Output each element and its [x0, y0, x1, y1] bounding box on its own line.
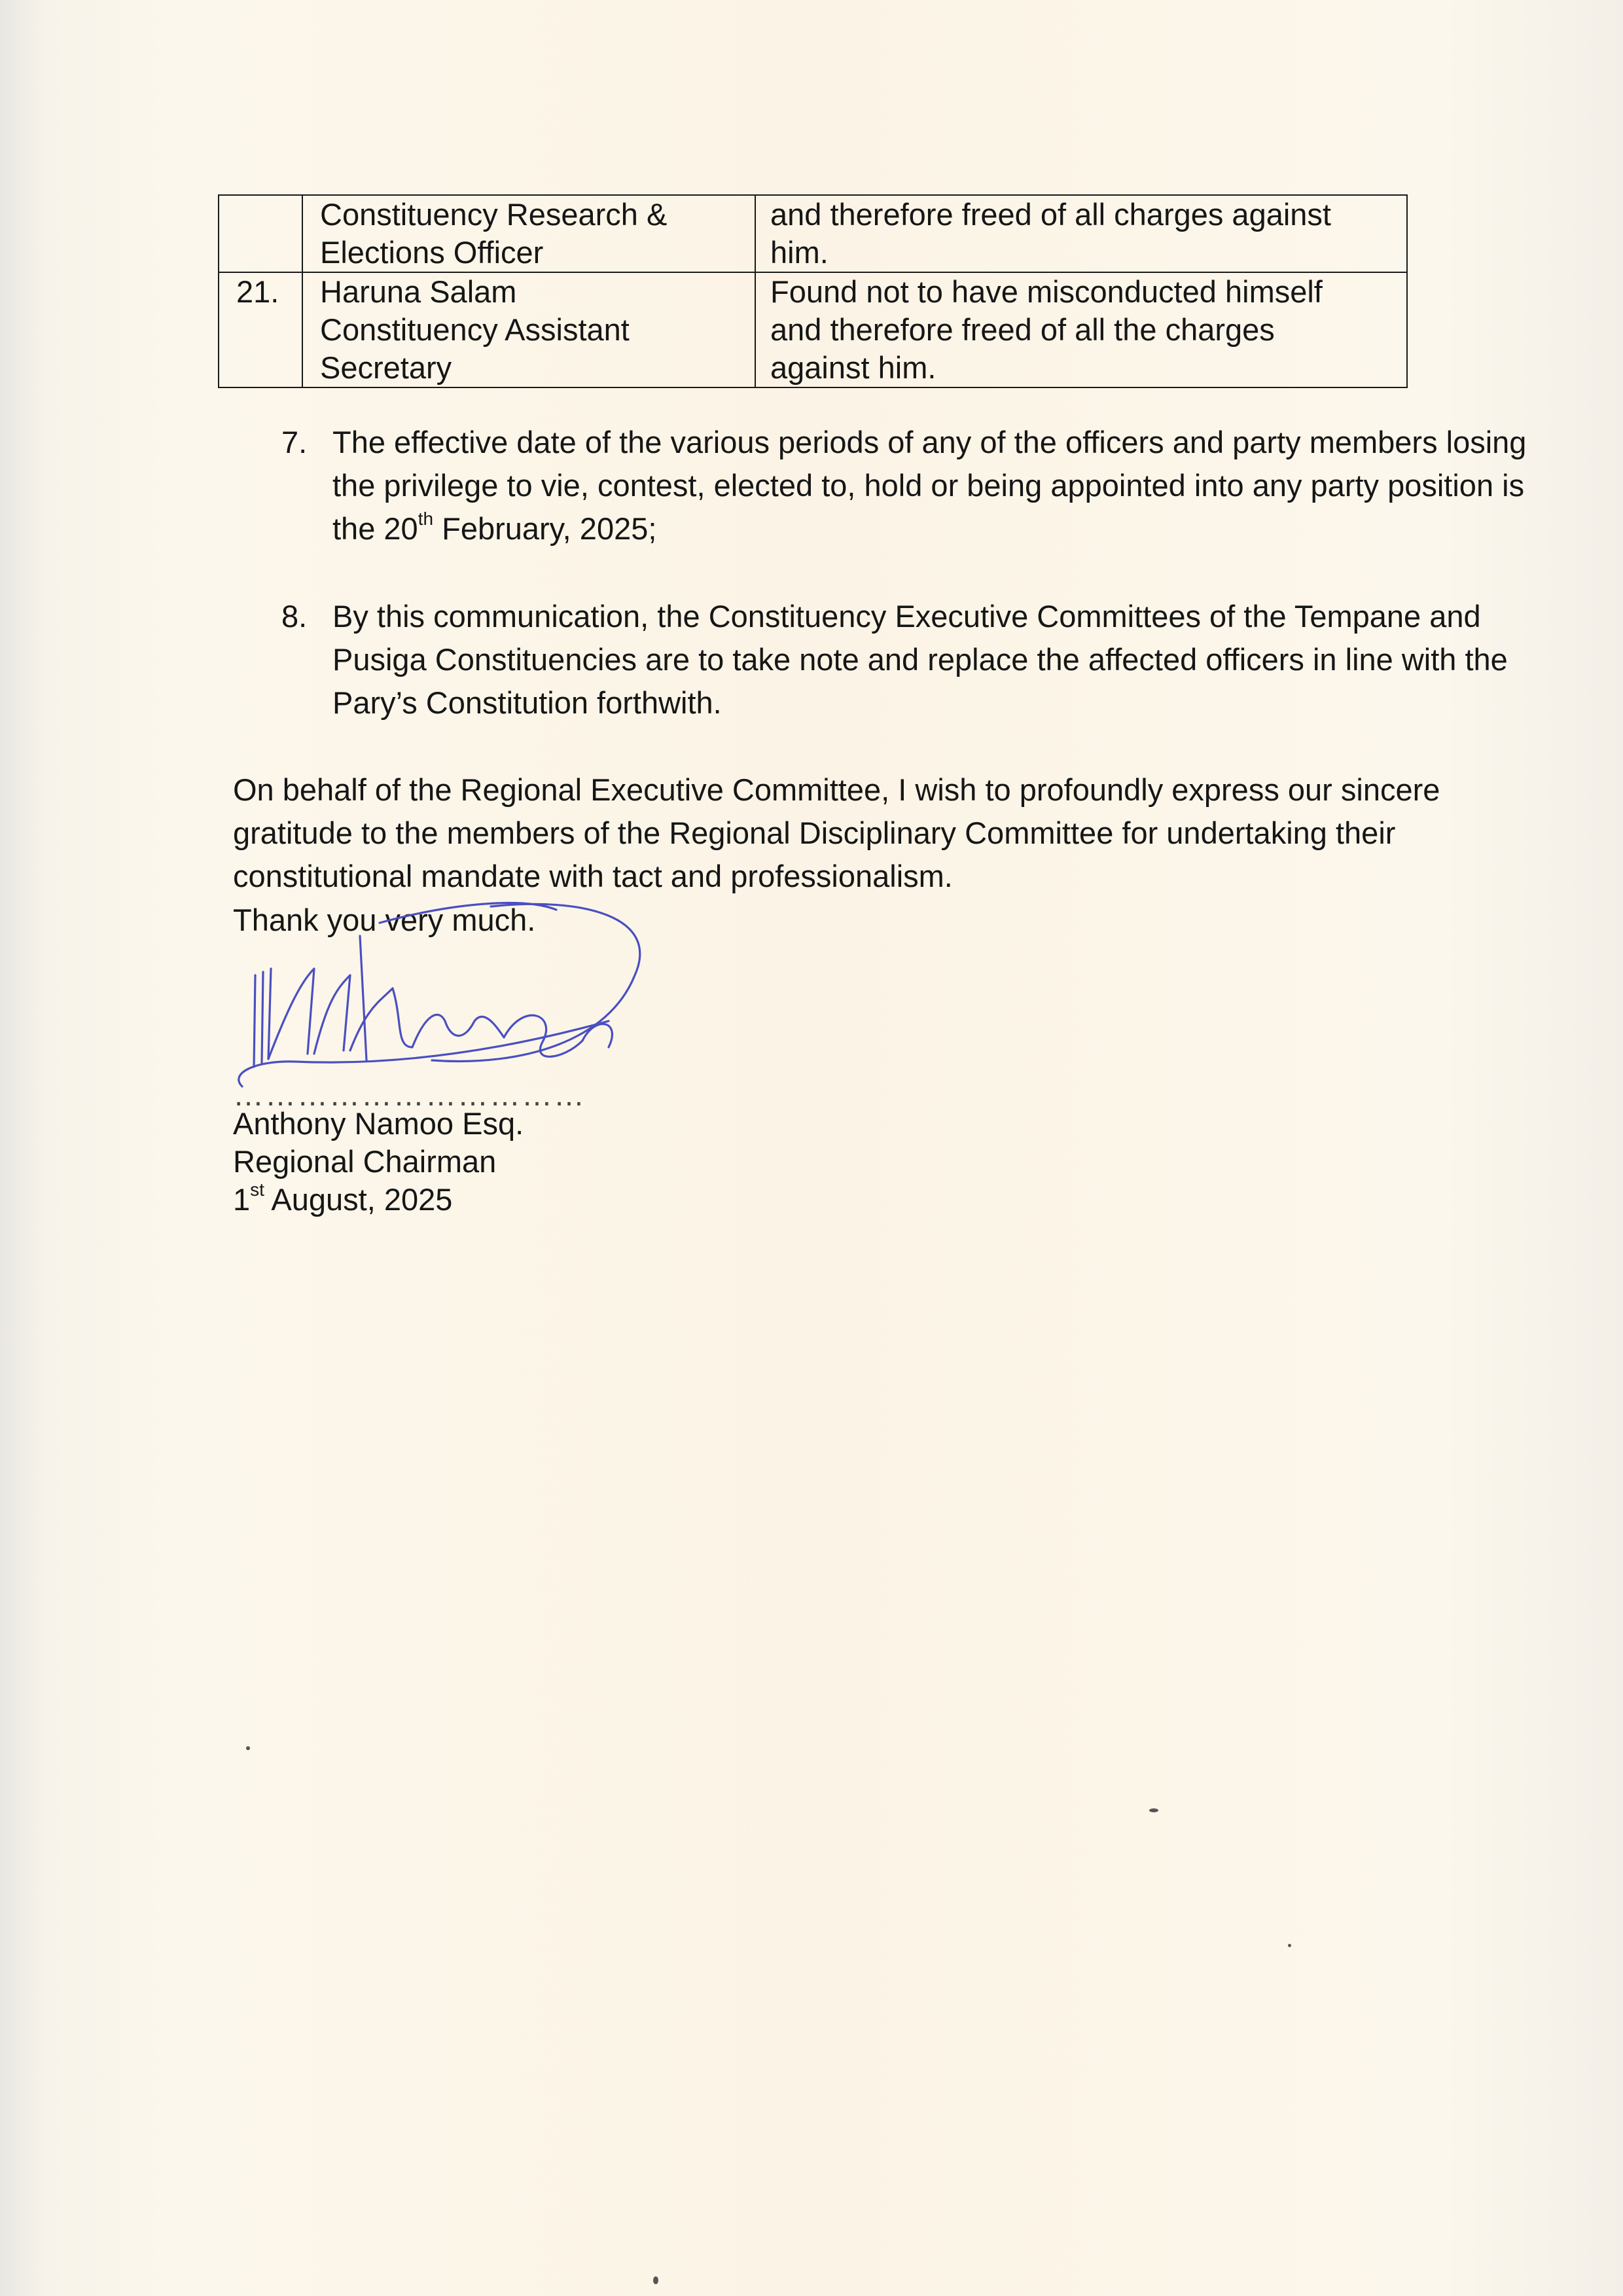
table-row	[219, 195, 1407, 272]
signatory-name: Anthony Namoo Esq.	[233, 1106, 524, 1141]
date-ordinal: st	[250, 1179, 264, 1200]
verdict-line: and therefore freed of all charges against	[770, 197, 1331, 232]
row-number	[219, 195, 302, 272]
item-text-end: February, 2025;	[433, 511, 657, 546]
date-month-year: August, 2025	[264, 1182, 453, 1217]
verdict-line: him.	[770, 235, 829, 270]
paper-speck	[1288, 1944, 1291, 1947]
numbered-item-8	[281, 595, 1558, 725]
officer-name-line: Constituency Research &	[320, 197, 668, 232]
officer-name-line: Secretary	[320, 350, 452, 385]
officer-name-cell	[302, 195, 755, 272]
letter-date	[233, 1181, 586, 1219]
ordinal-suffix: th	[418, 509, 434, 529]
paper-speck	[653, 2276, 658, 2284]
numbered-item-7	[281, 421, 1558, 550]
verdict-cell	[755, 195, 1407, 272]
verdict-cell	[755, 272, 1407, 387]
signatory-title: Regional Chairman	[233, 1144, 497, 1179]
thanks-line: Thank you very much.	[233, 903, 536, 937]
list-item	[281, 421, 1558, 550]
handwritten-signature	[216, 890, 694, 1112]
closing-paragraph: On behalf of the Regional Executive Committee, I wish to profoundly express our sincere gratitude to the members of the Regional Disciplinary Committee for undertaking their constitutional mandate with tact and professionalism.	[233, 772, 1440, 893]
officer-name-line: Elections Officer	[320, 235, 544, 270]
item-number: 8.	[281, 599, 308, 634]
row-number: 21.	[219, 272, 302, 387]
list-item	[281, 595, 1558, 725]
item-text: By this communication, the Constituency Executive Committees of the Tempane and Pusiga Constituencies are to take note and replace the affected officers in line with the Pary’s Constitution forthwith.	[332, 599, 1508, 720]
verdict-line: Found not to have misconducted himself	[770, 274, 1323, 309]
date-day: 1	[233, 1182, 251, 1217]
disciplinary-decisions-table	[218, 194, 1408, 388]
item-text	[332, 425, 1526, 546]
signatory-block	[233, 1077, 586, 1219]
officer-name-cell	[302, 272, 755, 387]
signature-line: ……………………………	[233, 1077, 586, 1112]
verdict-line: against him.	[770, 350, 936, 385]
table-row	[219, 272, 1407, 387]
officer-name-line: Haruna Salam	[320, 274, 517, 309]
paper-speck	[246, 1746, 250, 1750]
verdict-line: and therefore freed of all the charges	[770, 312, 1275, 347]
item-text-main: The effective date of the various periods of any of the officers and party members losing the privilege to vie, contest, elected to, hold or being appointed into any party position is the 20	[332, 425, 1527, 546]
paper-speck	[1149, 1808, 1158, 1812]
officer-name-line: Constituency Assistant	[320, 312, 630, 347]
item-number: 7.	[281, 425, 308, 459]
